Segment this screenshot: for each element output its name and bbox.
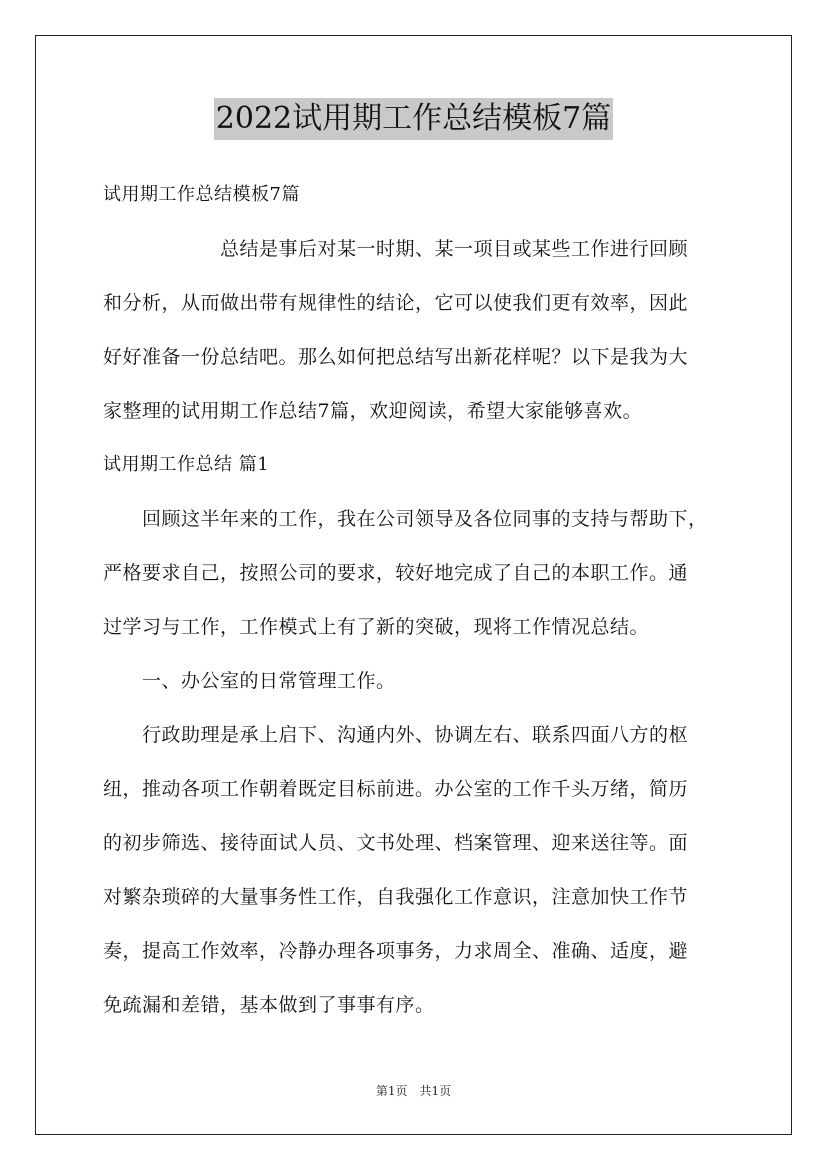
paragraph-line: 好好准备一份总结吧。那么如何把总结写出新花样呢？以下是我为大 xyxy=(103,346,689,368)
paragraph-line: 和分析，从而做出带有规律性的结论，它可以使我们更有效率，因此 xyxy=(103,292,689,314)
section-heading: 试用期工作总结 篇1 xyxy=(103,454,270,475)
subtitle-line: 试用期工作总结模板7篇 xyxy=(103,184,300,205)
paragraph-line: 的初步筛选、接待面试人员、文书处理、档案管理、迎来送往等。面 xyxy=(103,832,689,854)
paragraph-line: 行政助理是承上启下、沟通内外、协调左右、联系四面八方的枢 xyxy=(103,724,689,746)
paragraph-line: 总结是事后对某一时期、某一项目或某些工作进行回顾 xyxy=(103,238,689,260)
paragraph-line: 纽，推动各项工作朝着既定目标前进。办公室的工作千头万绪，简历 xyxy=(103,778,689,800)
paragraph-line: 严格要求自己，按照公司的要求，较好地完成了自己的本职工作。通 xyxy=(103,562,689,584)
document-title: 2022试用期工作总结模板7篇 xyxy=(214,98,613,140)
document-body xyxy=(103,168,728,1032)
paragraph-line: 免疏漏和差错，基本做到了事事有序。 xyxy=(103,994,435,1016)
paragraph-line: 奏，提高工作效率，冷静办理各项事务，力求周全、准确、适度，避 xyxy=(103,940,689,962)
page-footer: 第1页 共1页 xyxy=(375,1084,452,1098)
title-container xyxy=(0,98,827,140)
subsection-heading: 一、办公室的日常管理工作。 xyxy=(103,670,396,692)
paragraph-line: 对繁杂琐碎的大量事务性工作，自我强化工作意识，注意加快工作节 xyxy=(103,886,689,908)
paragraph-line: 家整理的试用期工作总结7篇，欢迎阅读，希望大家能够喜欢。 xyxy=(103,400,643,422)
paragraph-line: 过学习与工作，工作模式上有了新的突破，现将工作情况总结。 xyxy=(103,616,650,638)
paragraph-line: 回顾这半年来的工作，我在公司领导及各位同事的支持与帮助下， xyxy=(103,508,708,530)
